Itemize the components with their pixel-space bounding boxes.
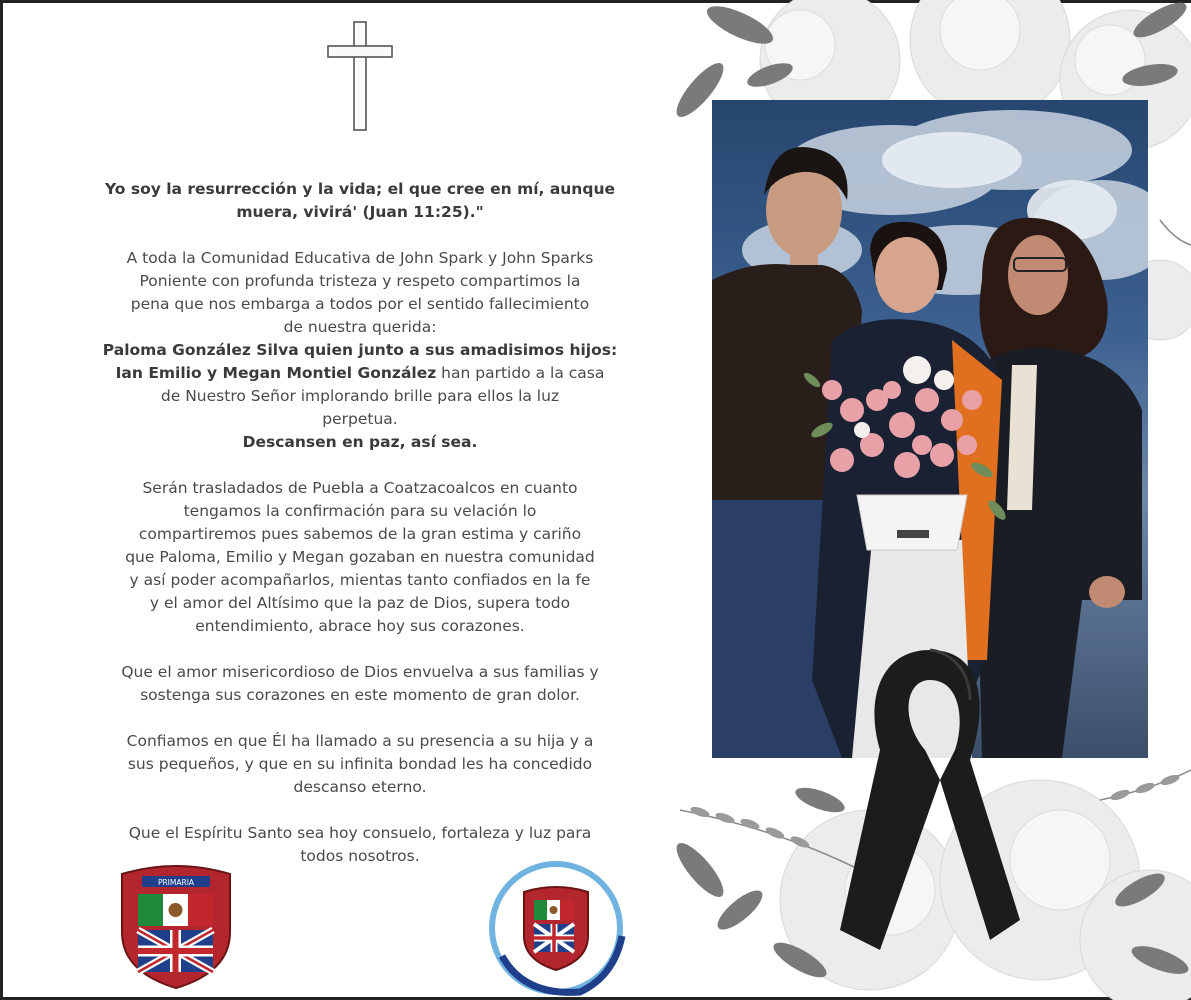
deceased-names: Paloma González Silva quien junto a sus amadisimos hijos:	[102, 341, 618, 359]
transfer-line: que Paloma, Emilio y Megan gozaban en nuestra comunidad	[125, 548, 595, 566]
school-shield-logo-left	[112, 862, 240, 990]
announcement-line: perpetua.	[322, 410, 398, 428]
transfer-line: tengamos la confirmación para su velación lo	[183, 502, 537, 520]
announcement-line: pena que nos embarga a todos por el sentido fallecimiento	[130, 295, 590, 313]
blessing-line: Que el Espíritu Santo sea hoy consuelo, fortaleza y luz para	[128, 824, 592, 842]
announcement-line: han partido a la casa	[436, 364, 605, 382]
announcement-line: de Nuestro Señor implorando brille para ellos la luz	[160, 387, 560, 405]
mourning-ribbon-icon	[840, 640, 1020, 960]
prayer-line: Que el amor misericordioso de Dios envuelva a sus familias y	[121, 663, 599, 681]
school-circle-logo	[484, 856, 628, 1000]
transfer-line: Serán trasladados de Puebla a Coatzacoalcos en cuanto	[142, 479, 578, 497]
left-border	[0, 0, 3, 1000]
paragraph-transfer	[90, 477, 630, 638]
transfer-line: entendimiento, abrace hoy sus corazones.	[195, 617, 525, 635]
bible-verse: Yo soy la resurrección y la vida; el que cree en mí, aunque muera, vivirá' (Juan 11:25)."	[105, 180, 615, 221]
transfer-line: y así poder acompañarlos, mientas tanto confiados en la fe	[129, 571, 591, 589]
paragraph-prayer	[90, 661, 630, 707]
cross-icon	[320, 18, 400, 133]
blessing-line: todos nosotros.	[300, 847, 420, 865]
paragraph-trust	[90, 730, 630, 799]
trust-line: sus pequeños, y que en su infinita bondad les ha concedido	[127, 755, 593, 773]
condolence-text	[90, 178, 630, 891]
trust-line: descanso eterno.	[293, 778, 427, 796]
rest-in-peace: Descansen en paz, así sea.	[242, 433, 478, 451]
paragraph-announcement	[90, 247, 630, 454]
announcement-line: A toda la Comunidad Educativa de John Spark y John Sparks	[126, 249, 594, 267]
prayer-line: sostenga sus corazones en este momento de gran dolor.	[140, 686, 580, 704]
trust-line: Confiamos en que Él ha llamado a su presencia a su hija y a	[126, 732, 594, 750]
transfer-line: y el amor del Altísimo que la paz de Dios, supera todo	[149, 594, 571, 612]
shield-banner-text: PRIMARIA	[157, 878, 195, 887]
announcement-line: de nuestra querida:	[283, 318, 437, 336]
deceased-children-names: Ian Emilio y Megan Montiel González	[115, 364, 437, 382]
transfer-line: compartiremos pues sabemos de la gran estima y cariño	[138, 525, 582, 543]
announcement-line: Poniente con profunda tristeza y respeto compartimos la	[139, 272, 581, 290]
